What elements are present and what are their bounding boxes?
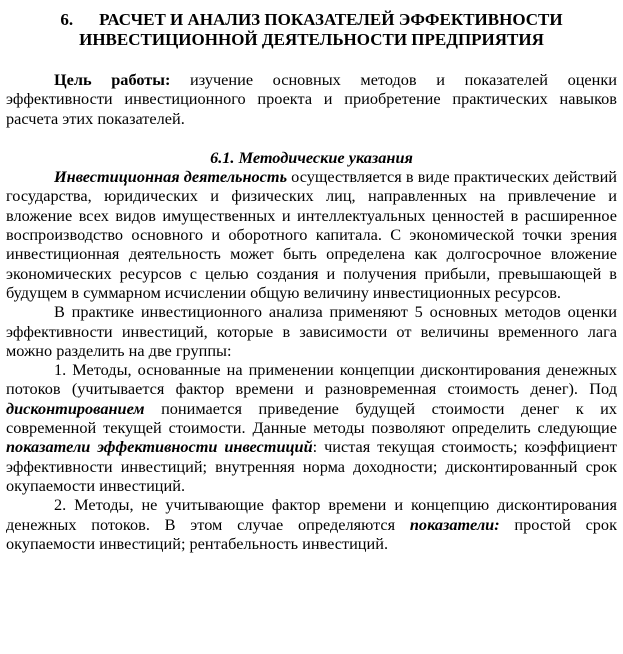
goal-label: Цель работы: xyxy=(54,70,171,89)
paragraph-methods-intro: В практике инвестиционного анализа применяют 5 основных методов оценки эффективности инвестиций, которые в зависимости от величины временного лага можно разделить на две группы: xyxy=(6,302,617,360)
term-discounting: дисконтированием xyxy=(6,398,145,418)
discounting-text-a: 1. Методы, основанные на применении концепции дисконтирования денежных потоков (учитывается фактор времени и разновременная стоимость денег). Под xyxy=(6,360,617,399)
paragraph-discounting-methods xyxy=(6,360,617,495)
term-indicators: показатели: xyxy=(409,514,500,534)
document-page xyxy=(6,10,617,553)
chapter-heading xyxy=(6,10,617,50)
paragraph-simple-methods xyxy=(6,495,617,553)
chapter-heading-line1 xyxy=(60,10,562,29)
chapter-title-line2: ИНВЕСТИЦИОННОЙ ДЕЯТЕЛЬНОСТИ ПРЕДПРИЯТИЯ xyxy=(79,30,544,49)
simple-methods-text-b: простой срок окупаемости инвестиций; рентабельность инвестиций. xyxy=(6,514,617,553)
simple-methods-text-a: 2. Методы, не учитывающие фактор времени и концепцию дисконтирования денежных потоков. В этом случае определяются xyxy=(6,495,617,534)
chapter-number: 6. xyxy=(60,10,74,29)
chapter-title-line1: РАСЧЕТ И АНАЛИЗ ПОКАЗАТЕЛЕЙ ЭФФЕКТИВНОСТИ xyxy=(99,10,563,29)
section-heading: 6.1. Методические указания xyxy=(210,147,413,167)
term-efficiency-indicators: показатели эффективности инвестиций xyxy=(6,437,313,457)
term-investment-activity: Инвестиционная деятельность xyxy=(54,167,288,187)
goal-paragraph xyxy=(6,70,617,128)
discounting-text-b: понимается приведение будущей стоимости денег к их современной текущей стоимости. Данные методы позволяют определить следующие xyxy=(6,398,617,438)
paragraph-investment-activity xyxy=(6,167,617,302)
goal-text: изучение основных методов и показателей оценки эффективности инвестиционного проекта и приобретение практических навыков расчета этих показателей. xyxy=(6,70,617,128)
paragraph-investment-activity-text: осуществляется в виде практических действий государства, юридических и физических лиц, направленных на привлечение и вложение всех видов имущественных и интеллектуальных ценностей в расширенное воспроизводство основного и оборотного капитала. С экономической точки зрения инвестиционная деятельность может быть определена как долгосрочное вложение экономических ресурсов с целью создания и получения прибыли, превышающей в будущем в суммарном исчислении общую величину инвестиционных ресурсов. xyxy=(6,167,617,302)
discounting-text-c: : чистая текущая стоимость; коэффициент эффективности инвестиций; внутренняя норма доходности; дисконтированный срок окупаемости инвестиций. xyxy=(6,437,617,495)
